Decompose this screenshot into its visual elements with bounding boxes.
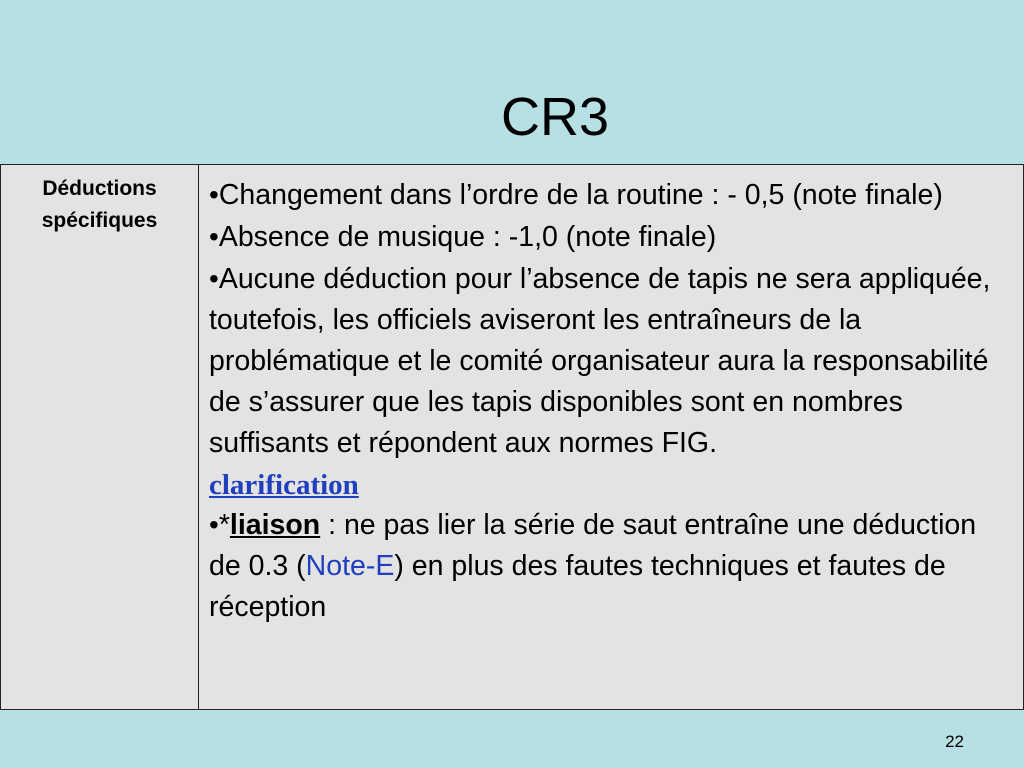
item-text: Aucune déduction pour l’absence de tapis ne sera appliquée, toutefois, les officiels aviseront les entraîneurs de la problématique et le comité organisateur aura la responsabilité de s’assurer que les tapis disponibles sont en nombres suffisants et répondent aux normes FIG. [209,263,991,459]
list-item [209,216,1009,258]
page-number: 22 [945,732,964,751]
slide-title: CR3 [500,87,610,147]
bullet-icon: • [209,263,219,294]
content-text [209,165,1009,628]
list-item [209,258,1009,464]
item-text: Absence de musique : -1,0 (note finale) [218,221,717,253]
deductions-table [0,164,1024,710]
asterisk-prefix: * [218,509,230,541]
list-item [209,504,1009,628]
label-line-2: spécifiques [41,209,158,232]
bullet-icon: • [209,221,219,252]
clarification-heading: clarification [209,469,359,501]
item-text: Changement dans l’ordre de la routine : - 0,5 (note finale) [218,179,943,211]
note-e-label: Note-E [305,550,395,582]
liaison-term: liaison [229,509,321,541]
bullet-icon: • [209,179,219,210]
label-cell [1,165,199,710]
label-line-1: Déductions [42,177,157,200]
deductions-label [1,165,198,237]
item-text: ) en plus des fautes techniques et fautes de réception [209,550,946,623]
list-item [209,174,1009,216]
bullet-icon: • [209,509,219,540]
item-text: : ne pas lier la série de saut entraîne une déduction de 0.3 ( [209,509,977,582]
content-cell [199,165,1024,710]
table-row [1,165,1024,710]
